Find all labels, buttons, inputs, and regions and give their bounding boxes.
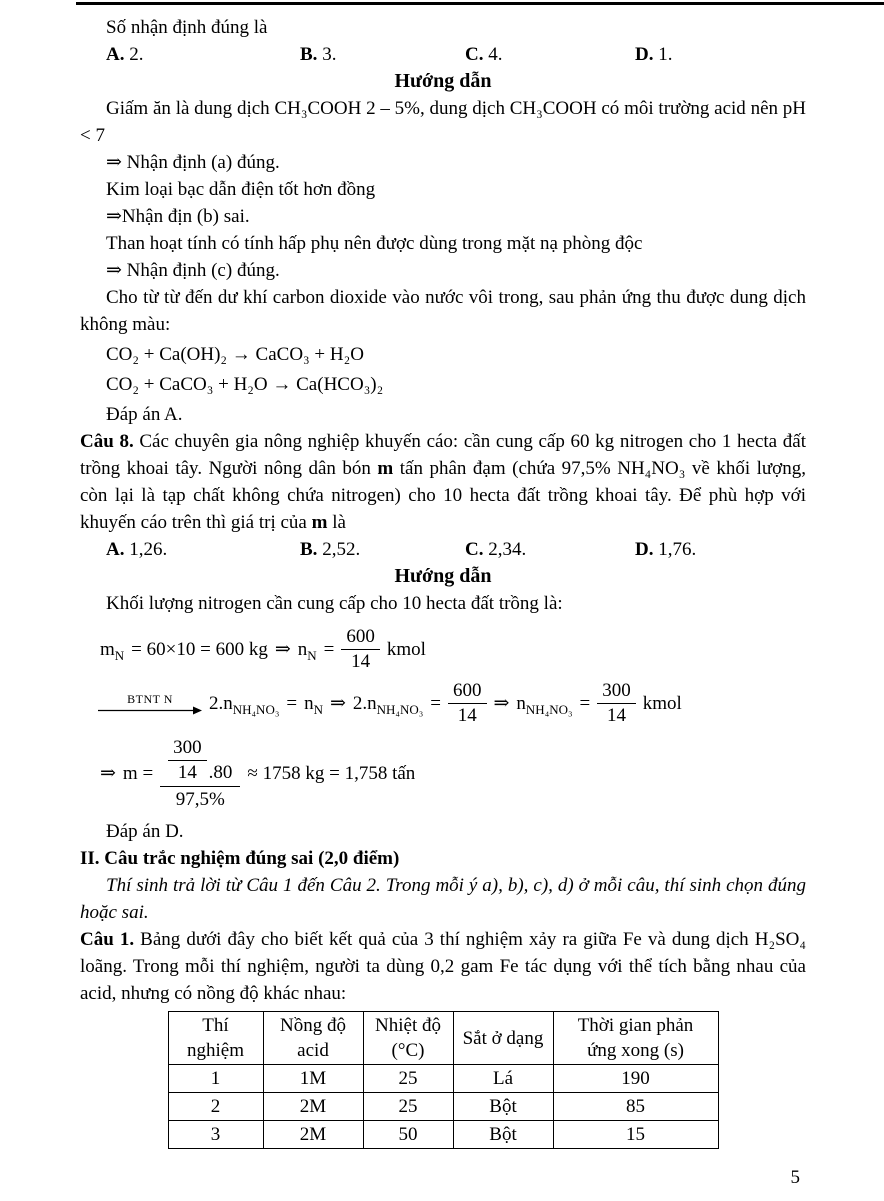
solution-paragraph: Cho từ từ đến dư khí carbon dioxide vào nước vôi trong, sau phản ứng thu được dung dịch không màu:	[80, 287, 806, 335]
option-c	[465, 41, 635, 68]
table-row	[168, 1093, 718, 1121]
solution-paragraph: Kim loại bạc dẫn điện tốt hơn đồng	[106, 179, 376, 200]
unit-label: kmol	[642, 693, 682, 714]
question-text: Các chuyên gia nông nghiệp khuyến cáo: cần cung cấp 60 kg nitrogen cho 1 hecta đất trồng khoai tây. Người nông dân bón	[80, 431, 806, 479]
fraction-denominator: 14	[457, 705, 477, 726]
question-text: tấn phân đạm (chứa 97,5% NH₄NO₃ về khối lượng, còn lại là tạp chất không chứa nitrogen) cho 10 hecta đất trồng khoai tây. Để phù hợp với khuyến cáo trên thì giá trị của	[80, 458, 806, 533]
option-d	[635, 536, 696, 563]
answer-statement-q8: Đáp án D.	[106, 821, 184, 842]
subscript: N	[114, 647, 125, 663]
fraction	[168, 737, 207, 784]
col-header-reaction-time: Thời gian phản ứng xong (s)	[553, 1012, 718, 1065]
option-label: D.	[635, 44, 654, 65]
math-base: n	[516, 693, 526, 714]
question-text: Bảng dưới đây cho biết kết quả của 3 thí nghiệm xảy ra giữa Fe và dung dịch H₂SO₄ loãng. Trong mỗi thí nghiệm, người ta dùng 0,2 gam Fe tác dụng với thể tích bằng nhau của acid, nhưng có nồng độ khác nhau:	[80, 929, 806, 1004]
section-2-title: II. Câu trắc nghiệm đúng sai (2,0 điểm)	[80, 848, 400, 869]
cell-reaction-time: 190	[553, 1065, 718, 1093]
implies-icon: ⇒	[100, 763, 116, 784]
conclusion-b: ⇒Nhận địn (b) sai.	[106, 206, 250, 227]
multiplier: .80	[208, 762, 233, 783]
solution-paragraph: Than hoạt tính có tính hấp phụ nên được dùng trong mặt nạ phòng độc	[106, 233, 643, 254]
math-base: 2.n	[209, 693, 233, 714]
cell-experiment: 3	[168, 1121, 263, 1149]
mole-term	[298, 636, 317, 663]
option-label: C.	[465, 44, 484, 65]
mass-term	[100, 636, 124, 663]
fraction-numerator: 600	[448, 680, 487, 704]
cell-iron-form: Bột	[453, 1093, 553, 1121]
option-value: 2.	[129, 44, 144, 65]
question-8	[80, 428, 806, 536]
variable-m: m	[311, 512, 328, 533]
math-base: 2.n	[352, 693, 377, 714]
question-1	[80, 926, 806, 1007]
col-header-acid-concentration: Nồng độ acid	[263, 1012, 363, 1065]
subscript: NH₄NO₃	[376, 701, 424, 717]
cell-temperature: 50	[363, 1121, 453, 1149]
option-value: 1.	[658, 44, 673, 65]
cell-reaction-time: 15	[553, 1121, 718, 1149]
guide-heading: Hướng dẫn	[394, 70, 492, 92]
cell-acid-concentration: 1M	[263, 1065, 363, 1093]
math-text: m =	[122, 763, 154, 784]
answer-row-q8	[80, 536, 806, 563]
table-row	[168, 1121, 718, 1149]
math-base: n	[304, 693, 314, 714]
subscript: NH₄NO₃	[525, 701, 573, 717]
option-label: A.	[106, 44, 125, 65]
math-base: m	[100, 639, 115, 660]
fraction-numerator: 600	[341, 626, 380, 650]
table-row	[168, 1065, 718, 1093]
cell-iron-form: Lá	[453, 1065, 553, 1093]
option-value: 1,26.	[129, 539, 168, 560]
option-value: 3.	[322, 44, 337, 65]
option-label: B.	[300, 44, 318, 65]
option-value: 2,52.	[322, 539, 361, 560]
page-number: 5	[790, 1167, 800, 1188]
equals-sign: =	[430, 693, 441, 714]
math-base: n	[297, 639, 308, 660]
option-label: D.	[635, 539, 654, 560]
cell-reaction-time: 85	[553, 1093, 718, 1121]
mole-term	[209, 690, 279, 717]
implies-icon: ⇒	[274, 639, 291, 660]
big-fraction	[160, 736, 240, 811]
solution-paragraph: Giấm ăn là dung dịch CH₃COOH 2 – 5%, dung dịch CH₃COOH có môi trường acid nên pH < 7	[80, 98, 806, 146]
header-rule	[76, 2, 884, 5]
experiment-table	[168, 1011, 719, 1149]
math-text: ≈ 1758 kg = 1,758 tấn	[247, 763, 416, 784]
fraction-numerator: 300	[168, 737, 207, 761]
option-c	[465, 536, 635, 563]
btnt-arrow	[98, 693, 202, 715]
question-stem: Số nhận định đúng là	[106, 17, 268, 38]
option-value: 4.	[488, 44, 503, 65]
cell-acid-concentration: 2M	[263, 1093, 363, 1121]
equals-sign: =	[323, 639, 335, 660]
math-line-2	[98, 680, 806, 727]
fraction-denominator: 14	[177, 762, 197, 783]
option-value: 1,76.	[658, 539, 697, 560]
btnt-arrow-line	[98, 706, 202, 715]
fraction	[448, 680, 487, 727]
mole-term	[516, 690, 572, 717]
big-fraction-denominator: 97,5%	[175, 789, 225, 810]
fraction	[341, 626, 380, 673]
answer-row-q7	[80, 41, 806, 68]
solution-intro-q8: Khối lượng nitrogen cần cung cấp cho 10 hecta đất trồng là:	[106, 593, 563, 614]
table-header-row	[168, 1012, 718, 1065]
cell-iron-form: Bột	[453, 1121, 553, 1149]
option-a	[106, 536, 300, 563]
chem-equation-2: CO₂ + CaCO₃ + H₂O → Ca(HCO₃)₂	[106, 374, 384, 395]
unit-label: kmol	[386, 639, 426, 660]
col-header-experiment: Thí nghiệm	[168, 1012, 263, 1065]
conclusion-c: ⇒ Nhận định (c) đúng.	[106, 260, 280, 281]
conclusion-a: ⇒ Nhận định (a) đúng.	[106, 152, 280, 173]
btnt-arrow-label: BTNT N	[127, 691, 173, 706]
implies-icon: ⇒	[329, 693, 346, 714]
cell-experiment: 1	[168, 1065, 263, 1093]
option-b	[300, 41, 465, 68]
equals-sign: =	[579, 693, 591, 714]
fraction-denominator: 14	[607, 705, 627, 726]
option-label: C.	[465, 539, 484, 560]
subscript: N	[307, 647, 317, 663]
answer-statement-q7: Đáp án A.	[106, 404, 183, 425]
option-a	[106, 41, 300, 68]
math-text: = 60×10 = 600 kg	[131, 639, 268, 660]
cell-acid-concentration: 2M	[263, 1121, 363, 1149]
math-line-3	[100, 736, 806, 811]
big-fraction-numerator	[160, 736, 240, 787]
variable-m: m	[377, 458, 394, 479]
cell-experiment: 2	[168, 1093, 263, 1121]
option-d	[635, 41, 672, 68]
subscript: NH₄NO₃	[232, 701, 280, 717]
question-label: Câu 1.	[80, 929, 135, 950]
option-label: A.	[106, 539, 125, 560]
cell-temperature: 25	[363, 1093, 453, 1121]
mole-term	[353, 690, 423, 717]
col-header-temperature: Nhiệt độ (°C)	[363, 1012, 453, 1065]
math-line-1	[100, 626, 806, 673]
equals-sign: =	[286, 693, 298, 714]
col-header-iron-form: Sắt ở dạng	[453, 1012, 553, 1065]
question-label: Câu 8.	[80, 431, 134, 452]
fraction-denominator: 14	[351, 651, 371, 672]
subscript: N	[313, 701, 323, 717]
guide-heading: Hướng dẫn	[394, 565, 492, 587]
option-b	[300, 536, 465, 563]
option-value: 2,34.	[488, 539, 527, 560]
option-label: B.	[300, 539, 318, 560]
implies-icon: ⇒	[493, 693, 510, 714]
section-2-note: Thí sinh trả lời từ Câu 1 đến Câu 2. Trong mỗi ý a), b), c), d) ở mỗi câu, thí sinh chọn đúng hoặc sai.	[80, 875, 806, 923]
chem-equation-1: CO₂ + Ca(OH)₂ → CaCO₃ + H₂O	[106, 344, 364, 365]
fraction-numerator: 300	[597, 680, 636, 704]
question-text: là	[327, 512, 346, 533]
mole-term	[304, 690, 323, 717]
cell-temperature: 25	[363, 1065, 453, 1093]
fraction	[597, 680, 636, 727]
